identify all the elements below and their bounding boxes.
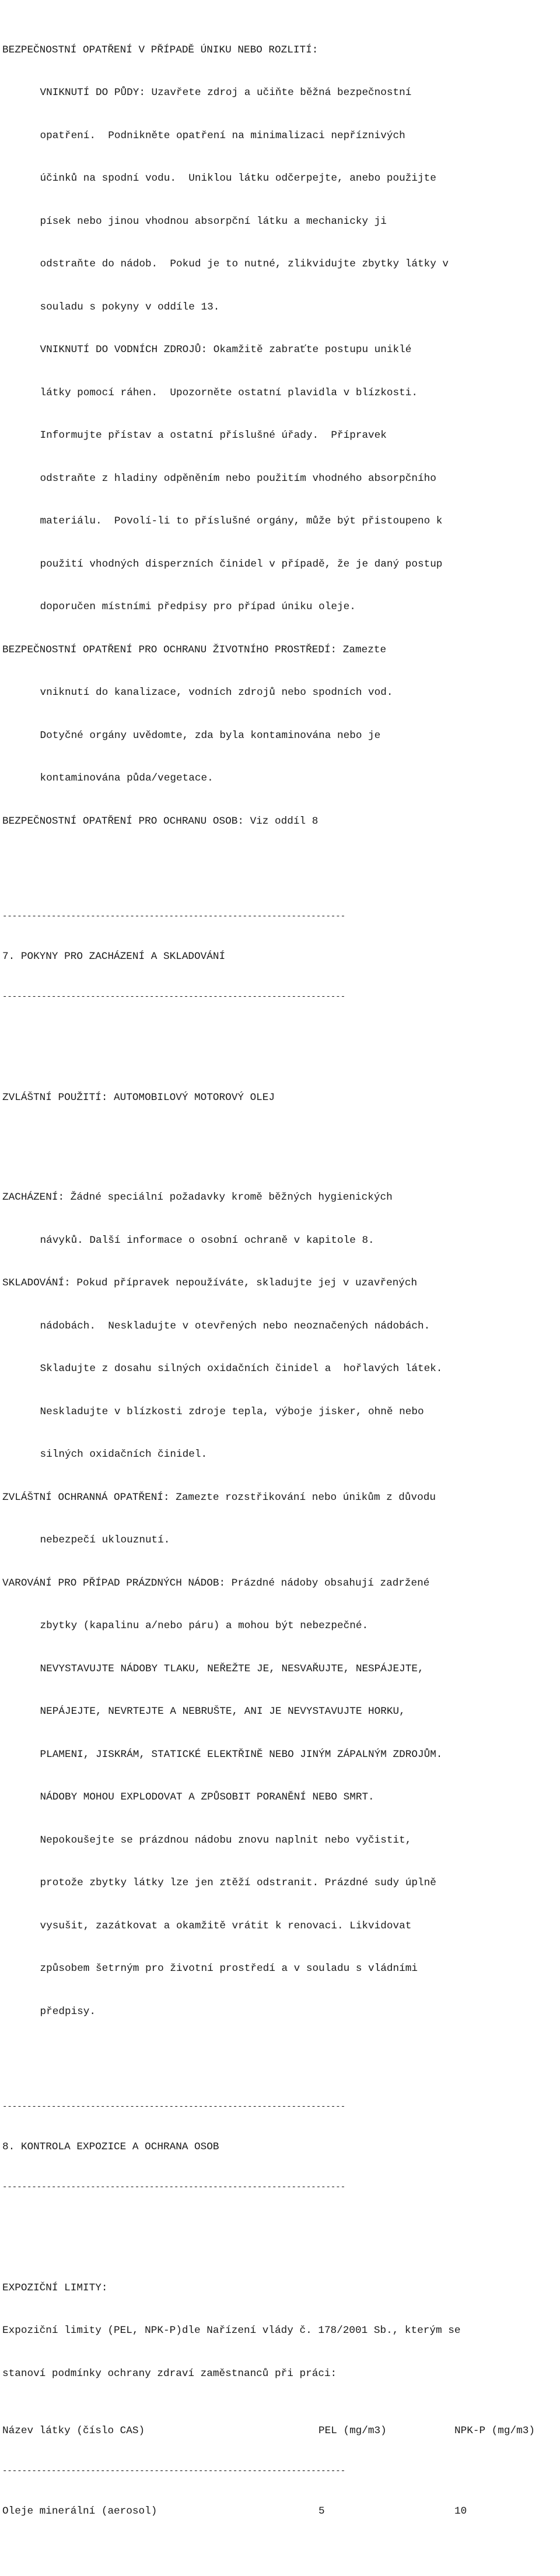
limits-table-header: [2, 2424, 560, 2438]
divider: ----------------------------------------------------------------------: [2, 992, 346, 1001]
text-line: Skladujte z dosahu silných oxidačních činidel a hořlavých látek.: [40, 1363, 443, 1375]
text-line: NEPÁJEJTE, NEVRTEJTE A NEBRUŠTE, ANI JE NEVYSTAVUJTE HORKU,: [40, 1706, 405, 1717]
empty-container-warning: VAROVÁNÍ PRO PŘÍPAD PRÁZDNÝCH NÁDOB: Prázdné nádoby obsahují zadržené: [2, 1577, 430, 1589]
special-protection-line: ZVLÁŠTNÍ OCHRANNÁ OPATŘENÍ: Zamezte rozstřikování nebo únikům z důvodu: [2, 1491, 436, 1503]
exposure-limits-text: stanoví podmínky ochrany zdraví zaměstnanců při práci:: [2, 2367, 337, 2380]
text-line: PLAMENI, JISKRÁM, STATICKÉ ELEKTŘINĚ NEBO JINÝM ZÁPALNÝM ZDROJŮM.: [40, 1748, 443, 1760]
text-line: účinků na spodní vodu. Uniklou látku odčerpejte, anebo použijte: [40, 173, 436, 184]
storage-line: SKLADOVÁNÍ: Pokud přípravek nepoužíváte, skladujte jej v uzavřených: [2, 1277, 418, 1289]
text-line: NÁDOBY MOHOU EXPLODOVAT A ZPŮSOBIT PORANĚNÍ NEBO SMRT.: [40, 1791, 374, 1803]
text-line: odstraňte z hladiny odpěněním nebo použitím vhodného absorpčního: [40, 472, 436, 484]
personal-measures-line: BEZPEČNOSTNÍ OPATŘENÍ PRO OCHRANU OSOB: Viz oddíl 8: [2, 815, 318, 827]
text-line: použití vhodných disperzních činidel v případě, že je daný postup: [40, 558, 443, 570]
environment-measures-heading: BEZPEČNOSTNÍ OPATŘENÍ PRO OCHRANU ŽIVOTNÍHO PROSTŘEDÍ: Zamezte: [2, 644, 387, 656]
text-line: zbytky (kapalinu a/nebo páru) a mohou být nebezpečné.: [40, 1620, 369, 1632]
section-7-heading: 7. POKYNY PRO ZACHÁZENÍ A SKLADOVÁNÍ: [2, 950, 226, 962]
column-header-npk: NPK-P (mg/m3): [454, 2424, 535, 2437]
section-8-heading: 8. KONTROLA EXPOZICE A OCHRANA OSOB: [2, 2141, 219, 2153]
text-line: nádobách. Neskladujte v otevřených nebo neoznačených nádobách.: [40, 1320, 430, 1332]
divider: ----------------------------------------------------------------------: [2, 2466, 346, 2476]
text-line: vniknutí do kanalizace, vodních zdrojů nebo spodních vod.: [40, 687, 393, 698]
text-line: látky pomocí ráhen. Upozorněte ostatní plavidla v blízkosti.: [40, 386, 418, 399]
text-line: návyků. Další informace o osobní ochraně v kapitole 8.: [40, 1234, 374, 1246]
cell-npk: 10: [454, 2505, 467, 2517]
text-line: způsobem šetrným pro životní prostředí a v souladu s vládními: [40, 1963, 418, 1974]
column-header-pel: PEL (mg/m3): [318, 2424, 387, 2437]
text-line: materiálu. Povolí-li to příslušné orgány, může být přistoupeno k: [40, 515, 443, 527]
spill-measures-heading: BEZPEČNOSTNÍ OPATŘENÍ V PŘÍPADĚ ÚNIKU NEBO ROZLITÍ:: [2, 44, 318, 56]
special-use-line: ZVLÁŠTNÍ POUŽITÍ: AUTOMOBILOVÝ MOTOROVÝ OLEJ: [2, 1091, 275, 1104]
exposure-limits-text: Expoziční limity (PEL, NPK-P)dle Nařízení vlády č. 178/2001 Sb., kterým se: [2, 2325, 461, 2336]
handling-line: ZACHÁZENÍ: Žádné speciální požadavky kromě běžných hygienických: [2, 1192, 393, 1203]
divider: ----------------------------------------------------------------------: [2, 2101, 346, 2111]
column-header-substance: Název látky (číslo CAS): [2, 2424, 145, 2437]
exposure-limits-title: EXPOZIČNÍ LIMITY:: [2, 2282, 108, 2294]
text-line: kontaminována půda/vegetace.: [40, 772, 214, 784]
cell-substance: Oleje minerální (aerosol): [2, 2505, 158, 2517]
text-line: souladu s pokyny v oddíle 13.: [40, 301, 220, 313]
text-line: Neskladujte v blízkosti zdroje tepla, výboje jisker, ohně nebo: [40, 1405, 424, 1418]
text-line: vysušit, zazátkovat a okamžitě vrátit k renovaci. Likvidovat: [40, 1920, 412, 1932]
table-row: [2, 2504, 560, 2519]
text-line: doporučen místními předpisy pro případ úniku oleje.: [40, 601, 356, 613]
text-line: protože zbytky látky lze jen ztěží odstranit. Prázdné sudy úplně: [40, 1877, 436, 1889]
text-line: předpisy.: [40, 2005, 96, 2018]
text-line: Dotyčné orgány uvědomte, zda byla kontaminována nebo je: [40, 729, 381, 741]
text-line: odstraňte do nádob. Pokud je to nutné, zlikvidujte zbytky látky v: [40, 258, 449, 270]
text-line: VNIKNUTÍ DO VODNÍCH ZDROJŮ: Okamžitě zabraťte postupu uniklé: [40, 344, 412, 356]
divider: ----------------------------------------------------------------------: [2, 911, 346, 921]
document-page: [2, 0, 560, 2533]
text-line: NEVYSTAVUJTE NÁDOBY TLAKU, NEŘEŽTE JE, NESVAŘUJTE, NESPÁJEJTE,: [40, 1663, 424, 1675]
text-line: nebezpečí uklouznutí.: [40, 1534, 170, 1546]
divider: ----------------------------------------------------------------------: [2, 2183, 346, 2192]
text-line: písek nebo jinou vhodnou absorpční látku a mechanicky ji: [40, 215, 387, 227]
text-line: Nepokoušejte se prázdnou nádobu znovu naplnit nebo vyčistit,: [40, 1834, 412, 1846]
text-line: Informujte přístav a ostatní příslušné úřady. Přípravek: [40, 430, 387, 441]
text-line: VNIKNUTÍ DO PŮDY: Uzavřete zdroj a učiňte běžná bezpečnostní: [40, 87, 412, 99]
cell-pel: 5: [318, 2505, 325, 2517]
text-line: silných oxidačních činidel.: [40, 1449, 208, 1460]
text-line: opatření. Podnikněte opatření na minimalizaci nepříznivých: [40, 129, 405, 142]
